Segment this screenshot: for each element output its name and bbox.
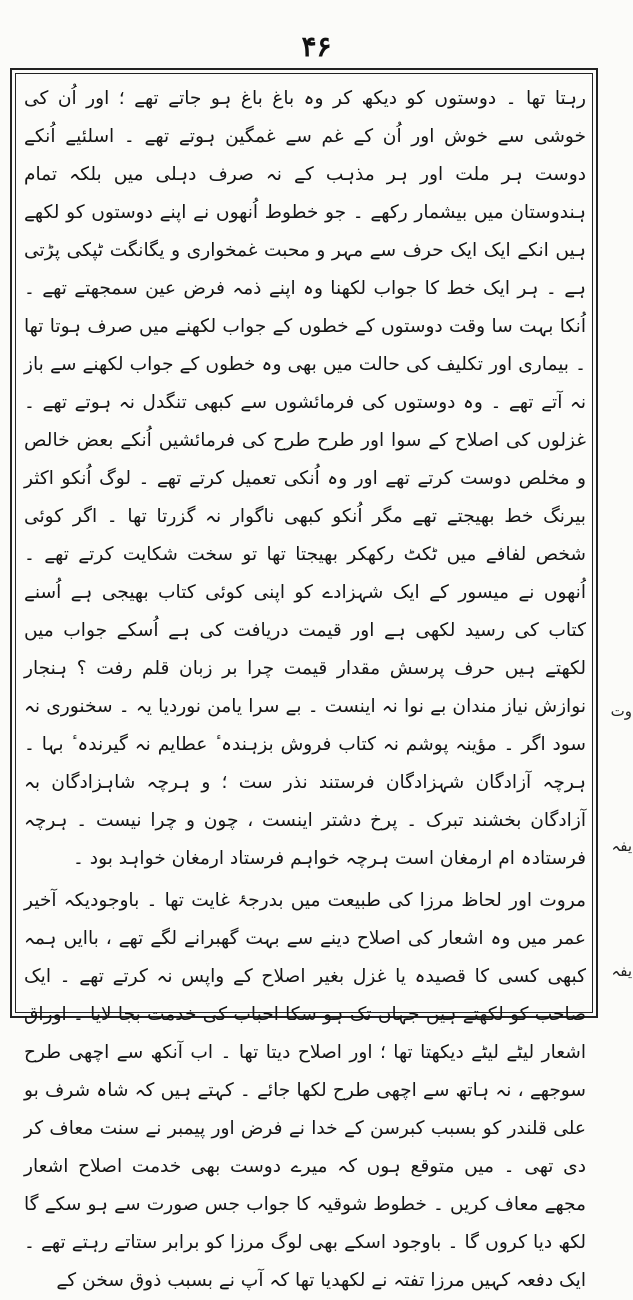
margin-note: یفہ (611, 837, 632, 855)
margin-note: وت (610, 702, 632, 720)
page-body (24, 80, 586, 1300)
paragraph-1: رہتا تھا ۔ دوستوں کو دیکھ کر وہ باغ باغ ہو جاتے تھے ؛ اور اُن کی خوشی سے خوش اور اُن کے غم سے غمگین ہوتے تھے ۔ اسلئیے اُنکے دوست ہر ملت اور ہر مذہب کے نہ صرف دہلی میں بلکہ تمام ہندوستان میں بیشمار رکھے ۔ جو خطوط اُنھوں نے اپنے دوستوں کو لکھے ہیں انکے ایک ایک حرف سے مہر و محبت غمخواری و یگانگت ٹپکی پڑتی ہے ۔ ہر ایک خط کا جواب لکھنا وہ اپنے ذمہ فرض عین سمجھتے تھے ۔ اُنکا بہت سا وقت دوستوں کے خطوں کے جواب لکھنے میں صرف ہوتا تھا ۔ بیماری اور تکلیف کی حالت میں بھی وہ خطوں کے جواب لکھنے سے باز نہ آتے تھے ۔ وہ دوستوں کی فرمائشوں سے کبھی تنگدل نہ ہوتے تھے ۔ غزلوں کی اصلاح کے سوا اور طرح طرح کی فرمائشیں اُنکے بعض خالص و مخلص دوست کرتے تھے اور وہ اُنکی تعمیل کرتے تھے ۔ لوگ اُنکو اکثر بیرنگ خط بھیجتے تھے مگر اُنکو کبھی ناگوار نہ گزرتا تھا ۔ اگر کوئی شخص لفافے میں ٹکٹ رکھکر بھیجتا تھا تو سخت شکایت کرتے تھے ۔ اُنھوں نے میسور کے ایک شہزادے کو اپنی کوئی کتاب بھیجی ہے اُسنے کتاب کی رسید لکھی ہے اور قیمت دریافت کی ہے اُسکے جواب میں لکھتے ہیں حرف پرسش مقدار قیمت چرا بر زبان قلم رفت ؟ ہنجار نوازش نیاز مندان بے نوا نہ اینست ۔ بے سرا یامن نوردیا یہ ۔ سخنوری نہ سود اگر ۔ مؤینہ پوشم نہ کتاب فروش بزہندہ ٔ عطایم نہ گیرندہ ٔ بہا ۔ ہرچہ آزادگان شہزادگان فرستند نذر ست ؛ و ہرچہ شاہزادگان بہ آزادگان بخشند تبرک ۔ پرخ دشتر اینست ، چون و چرا نیست ۔ ہرچہ فرستادہ ام ارمغان است ہرچہ خواہم فرستاد ارمغان خواہد بود ۔ (24, 88, 586, 869)
margin-note: یفہ (611, 962, 632, 980)
page-number: ۴۶ (301, 30, 332, 63)
paragraph-2: مروت اور لحاظ مرزا کی طبیعت میں بدرجۂ غایت تھا ۔ باوجودیکہ آخیر عمر میں وہ اشعار کی اصلاح دینے سے بہت گھبرانے لگے تھے ، باایں ہمہ کبھی کسی کا قصیدہ یا غزل بغیر اصلاح کے واپس نہ کرتے تھے ۔ ایک صاحب کو لکھتے ہیں جہاں تک ہو سکا احباب کی خدمت بجا لایا ۔ اوراق اشعار لیٹے لیٹے دیکھتا تھا ؛ اور اصلاح دیتا تھا ۔ اب آنکھ سے اچھی طرح سوجھے ، نہ ہاتھ سے اچھی طرح لکھا جائے ۔ کہتے ہیں کہ شاہ شرف بو علی قلندر کو بسبب کبرسن کے خدا نے فرض اور پیمبر نے سنت معاف کر دی تھی ۔ میں متوقع ہوں کہ میرے دوست بھی خدمت اصلاح اشعار مجھے معاف کریں ۔ خطوط شوقیہ کا جواب جس صورت سے ہو سکے گا لکھ دیا کروں گا ۔ باوجود اسکے بھی لوگ مرزا کو برابر ستاتے رہتے تھے ۔ ایک دفعہ کہیں مرزا تفتہ نے لکھدیا تھا کہ آپ نے بسبب ذوق سخن کے (24, 890, 586, 1291)
